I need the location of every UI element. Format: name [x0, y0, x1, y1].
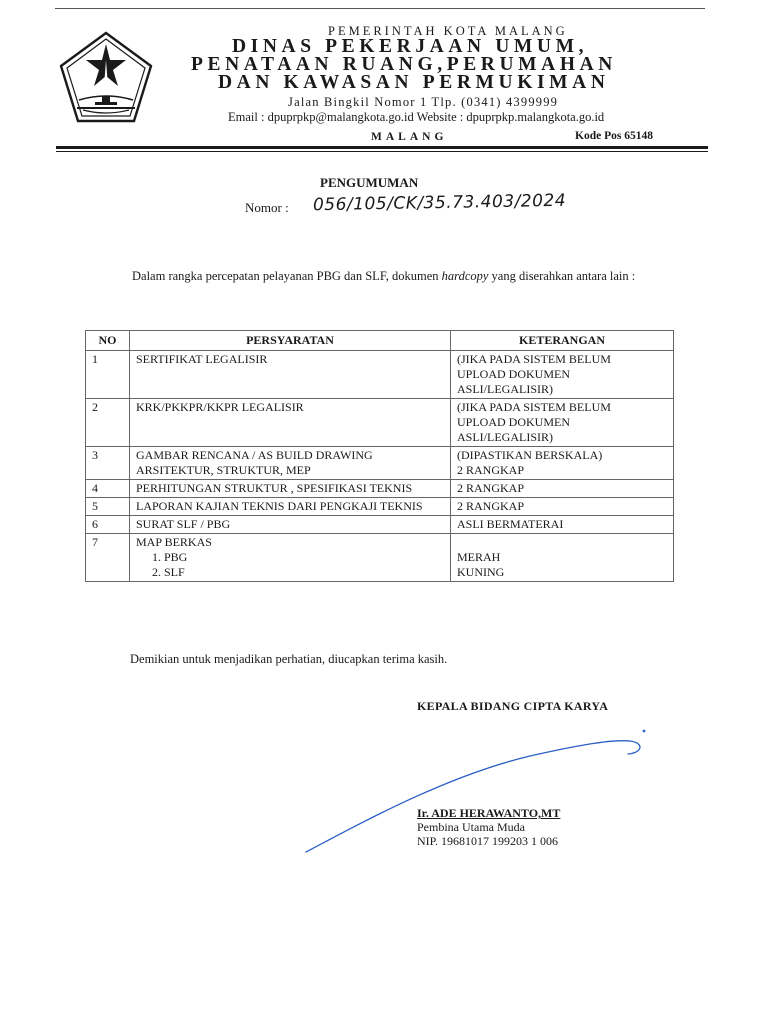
government-name: PEMERINTAH KOTA MALANG	[328, 24, 568, 38]
signatory-rank: Pembina Utama Muda	[417, 820, 525, 834]
row-note	[451, 480, 674, 498]
signatory-name: Ir. ADE HERAWANTO,MT	[417, 806, 561, 820]
agency-city: MALANG	[371, 131, 448, 143]
agency-address: Jalan Bingkil Nomor 1 Tlp. (0341) 4399999	[288, 95, 559, 109]
table-row	[86, 480, 674, 498]
row-number: 2	[86, 399, 130, 447]
row-number: 1	[86, 351, 130, 399]
row-requirement	[130, 498, 451, 516]
intro-paragraph	[84, 267, 674, 285]
note-line: 2 RANGKAP	[457, 481, 525, 495]
header-note: KETERANGAN	[451, 331, 674, 351]
row-note	[451, 351, 674, 399]
table-row	[86, 516, 674, 534]
header-requirement: PERSYARATAN	[130, 331, 451, 351]
document-title: PENGUMUMAN	[320, 175, 419, 190]
intro-text-end: yang diserahkan antara lain :	[488, 269, 636, 283]
row-note	[451, 399, 674, 447]
table-row	[86, 351, 674, 399]
note-line	[457, 535, 667, 550]
intro-text-start: Dalam rangka percepatan pelayanan PBG dan SLF, dokumen	[132, 269, 442, 283]
note-line: UPLOAD DOKUMEN	[457, 415, 570, 429]
agency-contact: Email : dpuprpkp@malangkota.go.id Website : dpuprpkp.malangkota.go.id	[228, 110, 605, 124]
agency-name-line-2: PENATAAN RUANG,PERUMAHAN	[191, 54, 617, 75]
note-line: UPLOAD DOKUMEN	[457, 367, 570, 381]
requirement-sub-item: 2. SLF	[152, 565, 185, 579]
row-requirement	[130, 516, 451, 534]
agency-name-line-3: DAN KAWASAN PERMUKIMAN	[218, 72, 610, 93]
note-line: KUNING	[457, 565, 505, 579]
requirement-text: SERTIFIKAT LEGALISIR	[136, 352, 268, 366]
header-no: NO	[86, 331, 130, 351]
top-edge-line	[55, 8, 705, 9]
intro-text-italic: hardcopy	[441, 269, 489, 283]
malang-emblem-icon	[57, 30, 155, 125]
row-number: 7	[86, 534, 130, 582]
row-note	[451, 534, 674, 582]
row-requirement	[130, 447, 451, 480]
row-number: 3	[86, 447, 130, 480]
note-line: ASLI BERMATERAI	[457, 517, 564, 531]
postal-code: Kode Pos 65148	[575, 130, 653, 142]
row-number: 4	[86, 480, 130, 498]
signatory-nip: NIP. 19681017 199203 1 006	[417, 834, 559, 848]
requirement-text: LAPORAN KAJIAN TEKNIS DARI PENGKAJI TEKNIS	[136, 499, 423, 513]
row-note	[451, 447, 674, 480]
row-note	[451, 516, 674, 534]
note-line: (JIKA PADA SISTEM BELUM	[457, 352, 611, 366]
table-row	[86, 498, 674, 516]
row-note	[451, 498, 674, 516]
table-row	[86, 447, 674, 480]
note-line: ASLI/LEGALISIR)	[457, 382, 553, 396]
row-number: 6	[86, 516, 130, 534]
row-requirement	[130, 399, 451, 447]
requirement-text: KRK/PKKPR/KKPR LEGALISIR	[136, 400, 304, 414]
requirement-text: SURAT SLF / PBG	[136, 517, 231, 531]
row-requirement	[130, 480, 451, 498]
note-line: (DIPASTIKAN BERSKALA)	[457, 448, 603, 462]
row-number: 5	[86, 498, 130, 516]
table-row	[86, 534, 674, 582]
requirement-text: MAP BERKAS	[136, 535, 212, 549]
signatory-position: KEPALA BIDANG CIPTA KARYA	[417, 699, 609, 713]
requirements-table	[85, 330, 674, 582]
table-header-row	[86, 331, 674, 351]
row-requirement	[130, 351, 451, 399]
note-line: ASLI/LEGALISIR)	[457, 430, 553, 444]
table-row	[86, 399, 674, 447]
row-requirement	[130, 534, 451, 582]
note-line: 2 RANGKAP	[457, 463, 525, 477]
note-line: MERAH	[457, 550, 501, 564]
document-number-handwritten: 056/105/CK/35.73.403/2024	[312, 190, 567, 216]
note-line: 2 RANGKAP	[457, 499, 525, 513]
letterhead-divider-thick	[56, 146, 708, 149]
agency-name-line-1: DINAS PEKERJAAN UMUM,	[232, 36, 589, 57]
requirement-text: PERHITUNGAN STRUKTUR , SPESIFIKASI TEKNIS	[136, 481, 413, 495]
note-line: (JIKA PADA SISTEM BELUM	[457, 400, 611, 414]
letterhead-divider-thin	[56, 151, 708, 152]
table-body	[86, 351, 674, 582]
document-number-label: Nomor :	[245, 200, 289, 215]
closing-sentence: Demikian untuk menjadikan perhatian, diucapkan terima kasih.	[130, 652, 448, 666]
requirement-text: GAMBAR RENCANA / AS BUILD DRAWING ARSITEKTUR, STRUKTUR, MEP	[136, 448, 373, 477]
requirement-sub-item: 1. PBG	[152, 550, 188, 564]
